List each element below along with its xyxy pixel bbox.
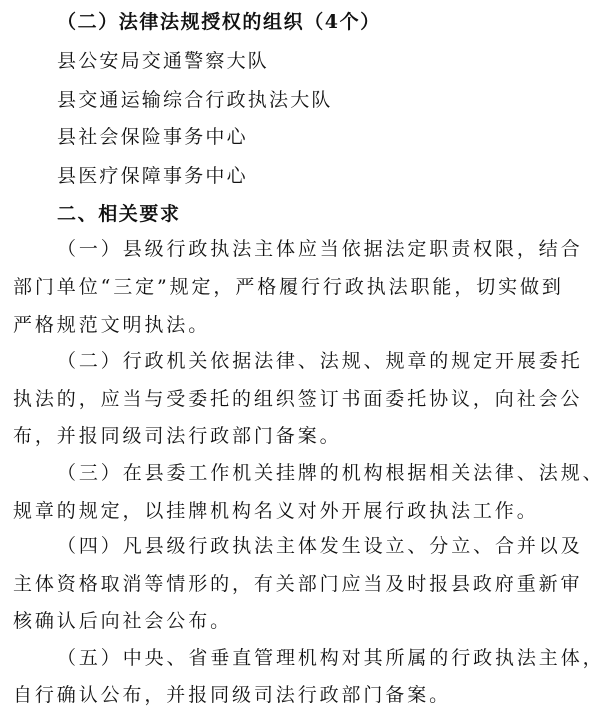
org-item: 县公安局交通警察大队 — [57, 50, 270, 72]
org-item: 县医疗保障事务中心 — [57, 165, 248, 187]
subheading: （二）法律法规授权的组织（4个） — [57, 11, 381, 33]
org-item: 县交通运输综合行政执法大队 — [57, 89, 333, 111]
paragraph-line: 布，并报同级司法行政部门备案。 — [13, 425, 342, 447]
paragraph-line: 自行确认公布，并报同级司法行政部门备案。 — [13, 684, 452, 706]
section-heading: 二、相关要求 — [57, 203, 181, 225]
paragraph-line: （一）县级行政执法主体应当依据法定职责权限，结合 — [57, 238, 583, 260]
paragraph-line: （二）行政机关依据法律、法规、规章的规定开展委托 — [57, 350, 583, 372]
paragraph-line: 主体资格取消等情形的，有关部门应当及时报县政府重新审 — [13, 573, 583, 595]
paragraph-line: 执法的，应当与受委托的组织签订书面委托协议，向社会公 — [13, 388, 583, 410]
paragraph-line: 严格规范文明执法。 — [13, 314, 211, 336]
paragraph-line: 部门单位“三定”规定，严格履行行政执法职能，切实做到 — [13, 276, 564, 298]
org-item: 县社会保险事务中心 — [57, 126, 248, 148]
paragraph-line: （五）中央、省垂直管理机构对其所属的行政执法主体， — [57, 647, 605, 669]
paragraph-line: （四）凡县级行政执法主体发生设立、分立、合并以及 — [57, 535, 583, 557]
paragraph-line: 规章的规定，以挂牌机构名义对外开展行政执法工作。 — [13, 500, 539, 522]
paragraph-line: （三）在县委工作机关挂牌的机构根据相关法律、法规、 — [57, 462, 605, 484]
paragraph-line: 核确认后向社会公布。 — [13, 610, 233, 632]
